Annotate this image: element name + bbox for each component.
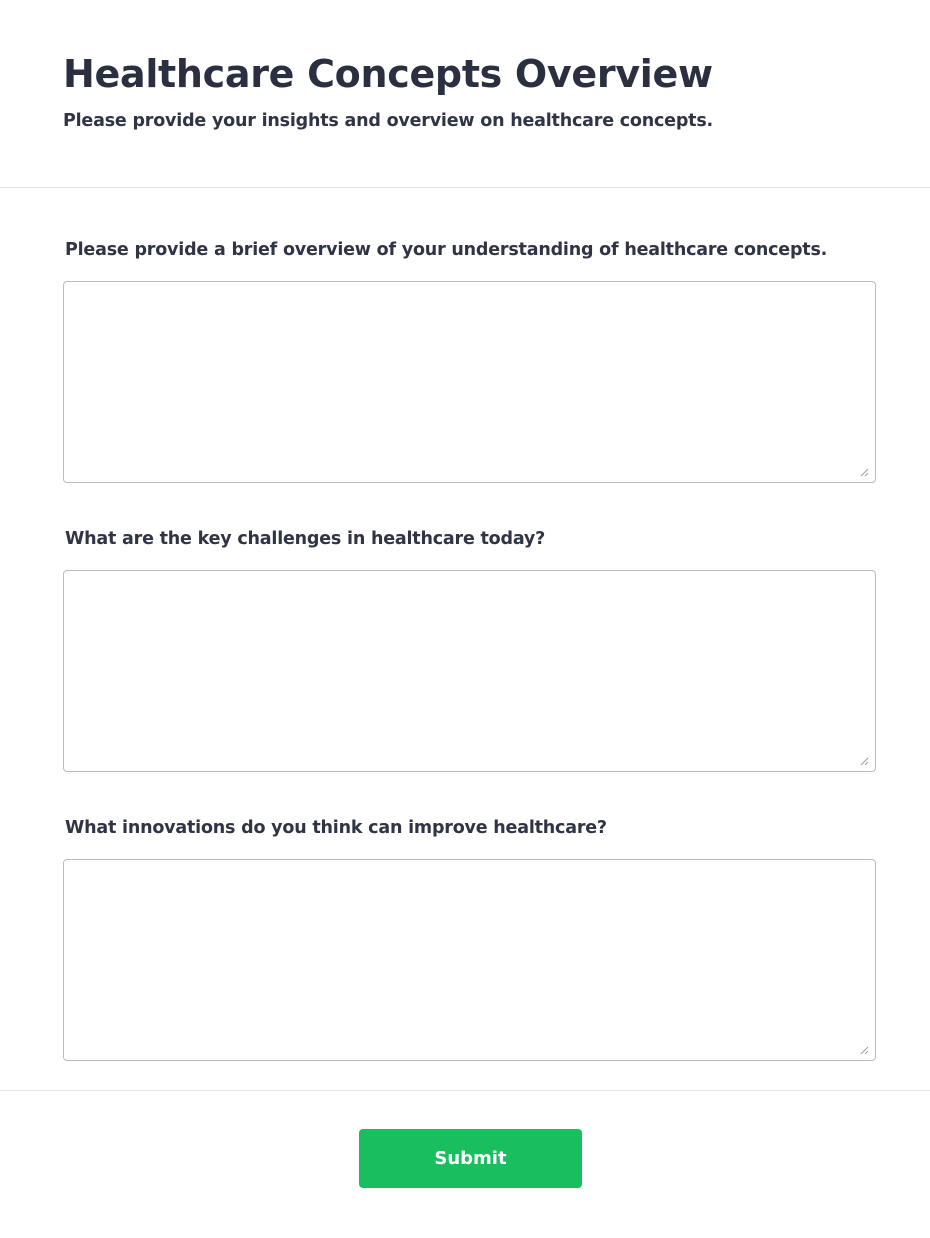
question-label-overview: Please provide a brief overview of your understanding of healthcare concepts. [65, 240, 828, 260]
page-subtitle: Please provide your insights and overview on healthcare concepts. [63, 111, 714, 131]
resize-grip-icon[interactable] [859, 756, 869, 766]
innovations-textarea[interactable] [63, 859, 876, 1061]
form-header [0, 0, 930, 188]
challenges-textarea[interactable] [63, 570, 876, 772]
question-label-innovations: What innovations do you think can improve healthcare? [65, 818, 607, 838]
question-label-challenges: What are the key challenges in healthcare today? [65, 529, 546, 549]
resize-grip-icon[interactable] [859, 467, 869, 477]
overview-textarea[interactable] [63, 281, 876, 483]
page-title: Healthcare Concepts Overview [63, 52, 713, 96]
footer-divider [0, 1090, 930, 1091]
resize-grip-icon[interactable] [859, 1045, 869, 1055]
submit-button[interactable]: Submit [359, 1129, 582, 1188]
